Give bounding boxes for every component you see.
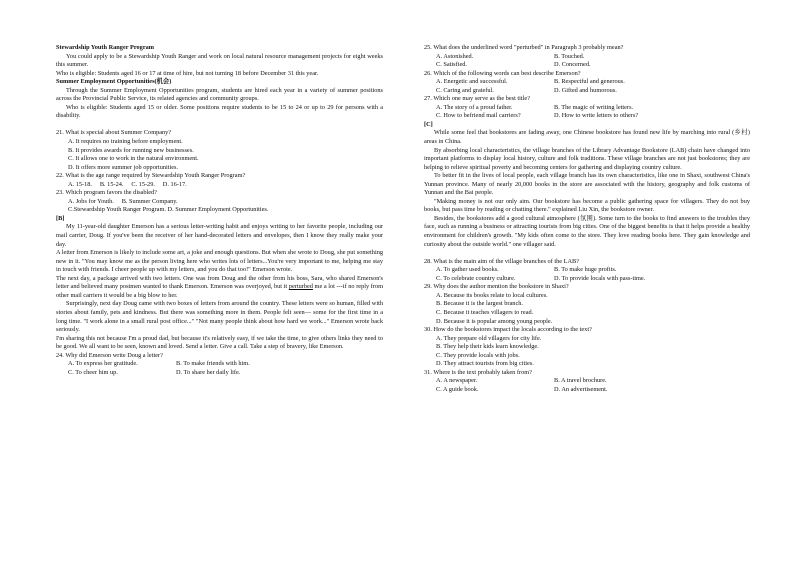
paragraph: Who is eligible: Students aged 16 or 17 at time of hire, but not turning 18 before December 31 this year. — [56, 69, 319, 77]
option: A. 15-18. B. 15-24. C. 15-29. D. 16-17. — [68, 180, 187, 188]
option-row — [424, 87, 750, 96]
text-run: The next day, a package arrived with two letters. One was from Doug and the other from his boss, Sara, who shared Emerson's letter and believed many postmen wanted to thank Emerson. Emerson was overjoyed, but it — [56, 274, 383, 291]
section-label-c: [C] — [424, 120, 433, 128]
section-label-b: [B] — [56, 214, 65, 222]
paragraph: Besides, the bookstores add a good cultural atmosphere (氛围). Some turn to the books to find answers to the troubles they face, such as running a business or attracting tourists from big cities. One of the biggest benefits is that it helps provide a healthy environment for children's growth. "My kids often come to the store. They love reading books here. They gain knowledge and curiosity about the outside world." one villager said. — [424, 214, 750, 248]
paragraph: "Making money is not our only aim. Our bookstore has become a public gathering space for villagers. They do not buy books, but pass time by reading or chatting there." explained Liu Xin, the bookstore owner. — [424, 197, 750, 214]
option-row — [424, 78, 750, 87]
option-row — [424, 104, 750, 113]
paragraph: Surprisingly, next day Doug came with two boxes of letters from around the country. These letters were so human, filled with stories about family, pets and kindness. But there was something more in them. People felt seen— some for the first time in a long time. "I work alone in a small rural post office..." "Not many people think about how hard we work..." Emerson wrote back seriously. — [56, 300, 383, 334]
option: D. How to write letters to others? — [554, 112, 639, 120]
option: D. Gifted and humorous. — [554, 86, 617, 94]
question-28: 28. What is the main aim of the village branches of the LAB? — [424, 257, 579, 265]
paragraph — [56, 275, 383, 301]
option: B. They help their kids learn knowledge. — [436, 343, 539, 351]
option: B. The magic of writing letters. — [554, 103, 634, 111]
option-row — [424, 266, 750, 275]
option: B. A travel brochure. — [554, 377, 607, 385]
question-23: 23. Which program favors the disabled? — [56, 189, 157, 197]
option: D. To share her daily life. — [176, 368, 241, 376]
option: D. Because it is popular among young people. — [436, 317, 553, 325]
option: A. They prepare old villagers for city life. — [436, 334, 542, 342]
option: C. Because it teaches villagers to read. — [436, 308, 534, 316]
option: C. A guide book. — [436, 385, 479, 393]
paragraph: My 11-year-old daughter Emerson has a serious letter-writing habit and enjoys writing to her favorite people, including our mail carrier, Doug. If you've been the receiver of her hand-decorated letters and envelopes, then I know they really make your day. — [56, 223, 383, 248]
option-row — [424, 112, 750, 121]
option: C. To celebrate country culture. — [436, 274, 516, 282]
paragraph: I'm sharing this not because I'm a proud dad, but because it's relatively easy, if we take the time, to give others links they need to be good. We all want to be seen, known and loved. Send a letter. Give a call. Take a step of bravery, like Emerson. — [56, 334, 383, 351]
option-row — [424, 61, 750, 70]
option-row — [424, 377, 750, 386]
option: B. Touched. — [554, 52, 585, 60]
paragraph: While some feel that bookstores are fading away, one Chinese bookstore has found new life by marching into rural (乡村) areas in China. — [424, 129, 750, 146]
option: D. It offers more summer job opportunities. — [68, 163, 179, 171]
right-column — [424, 44, 750, 394]
option: B. To make huge profits. — [554, 266, 617, 274]
option: C. They provide locals with jobs. — [436, 351, 520, 359]
question-25: 25. What does the underlined word "perturbed" in Paragraph 3 probably mean? — [424, 44, 624, 51]
paragraph: By absorbing local characteristics, the village branches of the Library Advantage Bookstore (LAB) chain have changed into important platforms to display local history, culture and folk traditions. These village branches are not just bookstores; they are helping to relieve spiritual poverty and becoming centers for gathering and displaying country culture. — [424, 146, 750, 171]
option: C. To cheer him up. — [68, 368, 118, 376]
option: B. To make friends with him. — [176, 360, 250, 368]
spacer — [424, 249, 750, 258]
option: B. It provides awards for running new businesses. — [68, 146, 194, 154]
option: B. Respectful and generous. — [554, 78, 625, 86]
option: B. Because it is the largest branch. — [436, 300, 523, 308]
option: A. Jobs for Youth. B. Summer Company. — [68, 197, 178, 205]
spacer — [56, 121, 383, 130]
left-column — [56, 44, 383, 377]
option: A. It requires no training before employment. — [68, 138, 183, 146]
paragraph: A letter from Emerson is likely to include some art, a joke and enough questions. But when she wrote to Doug, she put something new in it. "You may know me as the person living here who writes lots of letters...You're very important to me, helping me stay in touch with friends. I cheer people up with my letters, and you do that too!" Emerson wrote. — [56, 249, 383, 274]
option-row — [56, 360, 383, 369]
option: A. To express her gratitude. — [68, 360, 138, 368]
paragraph: You could apply to be a Stewardship Youth Ranger and work on local natural resource management projects for eight weeks this summer. — [56, 52, 383, 69]
option: A. The story of a proud father. — [436, 103, 513, 111]
option-row — [56, 369, 383, 378]
program-title-summer-employment: Summer Employment Opportunities(机会) — [56, 78, 172, 86]
option-row — [424, 386, 750, 395]
question-24: 24. Why did Emerson write Doug a letter? — [56, 351, 163, 359]
paragraph: To better fit in the lives of local people, each village branch has its own characteristics, like one in Shaxi, southwest China's Yunnan province. Many of nearly 20,000 books in the store are associated with the history, geography and folk customs of Yunnan and the Bai people. — [424, 172, 750, 197]
question-31: 31. Where is the text probably taken from? — [424, 368, 532, 376]
option: C.Stewardship Youth Ranger Program. D. Summer Employment Opportunities. — [68, 206, 269, 214]
text-run: me a lot ---if no reply from other mail carriers it would be a big blow to her. — [56, 283, 383, 299]
question-30: 30. How do the bookstores impact the locals according to the text? — [424, 326, 592, 334]
paragraph: Who is eligible: Students aged 15 or older. Some positions require students to be 15 to 24 or up to 29 for persons with a disability. — [56, 103, 383, 120]
option: D. They attract tourists from big cities. — [436, 360, 534, 368]
question-21: 21. What is special about Summer Company? — [56, 129, 172, 137]
question-27: 27. Which one may serve as the best title? — [424, 95, 531, 103]
option: C. Caring and grateful. — [436, 86, 494, 94]
option: C. It allows one to work in the natural environment. — [68, 155, 199, 163]
option: A. Energetic and successful. — [436, 78, 508, 86]
question-29: 29. Why does the author mention the bookstore in Shaxi? — [424, 283, 569, 291]
option: A. A newspaper. — [436, 377, 478, 385]
question-22: 22. What is the age range required by Stewardship Youth Ranger Program? — [56, 172, 246, 180]
option: D. Concerned. — [554, 61, 591, 69]
option: A. Because its books relate to local cultures. — [436, 291, 548, 299]
option-row — [424, 53, 750, 62]
option: D. To provide locals with pass-time. — [554, 274, 646, 282]
option: C. Satisfied. — [436, 61, 467, 69]
program-title-stewardship: Stewardship Youth Ranger Program — [56, 44, 155, 51]
option: C. How to befriend mail carriers? — [436, 112, 521, 120]
option: A. Astonished. — [436, 52, 474, 60]
paragraph: Through the Summer Employment Opportunities program, students are hired each year in a variety of summer positions across the Provincial Public Service, its related agencies and community groups. — [56, 86, 383, 103]
option: A. To gather used books. — [436, 266, 499, 274]
option: D. An advertisement. — [554, 385, 608, 393]
question-26: 26. Which of the following words can best describe Emerson? — [424, 69, 581, 77]
option-row — [424, 275, 750, 284]
underlined-word: perturbed — [288, 283, 313, 291]
